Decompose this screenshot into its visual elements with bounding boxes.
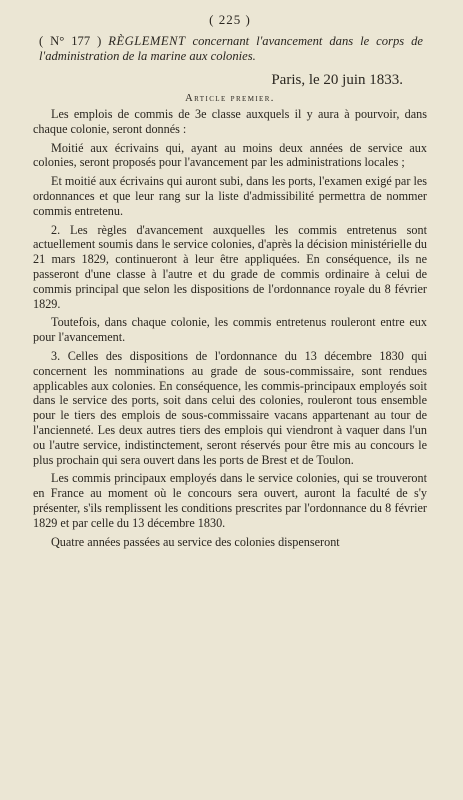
decree-title-caps: RÈGLEMENT <box>108 34 186 48</box>
article-title: Article premier. <box>185 93 275 104</box>
page-number: ( 225 ) <box>209 12 251 27</box>
paragraph: 2. Les règles d'avancement auxquelles les commis entretenus sont actuellement soumis dans le service colonies, d'après la décision ministérielle du 21 mars 1829, continueront à leur être appliquées. En conséquence, ils ne passeront d'une classe à l'autre et du grade de commis ordinaire à celui de commis principal que selon les dispositions de l'ordonnance royale du 8 février 1829. <box>33 222 427 311</box>
decree-number: ( N° 177 ) <box>39 34 102 48</box>
body-text <box>33 107 427 549</box>
paragraph: Moitié aux écrivains qui, ayant au moins deux années de service aux colonies, seront proposés pour l'avancement par les administrations locales ; <box>33 140 427 170</box>
date-line: Paris, le 20 juin 1833. <box>271 72 403 88</box>
paragraph: 3. Celles des dispositions de l'ordonnance du 13 décembre 1830 qui concernent les nomminations au grade de sous-commissaire, sont rendues applicables aux colonies. En conséquence, les commis-principaux employés soit dans le service des ports, soit dans celui des colonies, rouleront tous ensemble pour le tiers des emplois de sous-commissaire vacans appartenant au tour de l'ancienneté. Les deux autres tiers des emplois qui viendront à vaquer dans l'un ou l'autre service, indistinctement, seront réservés pour être mis au concours le plus prochain qui sera ouvert dans les ports de Brest et de Toulon. <box>33 348 427 467</box>
paragraph: Quatre années passées au service des colonies dispenseront <box>51 534 340 549</box>
paragraph: Toutefois, dans chaque colonie, les commis entretenus rouleront entre eux pour l'avancement. <box>33 315 427 345</box>
paragraph: Les emplois de commis de 3e classe auxquels il y aura à pourvoir, dans chaque colonie, seront donnés : <box>33 107 427 136</box>
decree-title-rest: concernant l'avancement dans le corps de l'administration de la marine aux colonies. <box>39 34 424 63</box>
paragraph: Les commis principaux employés dans le service colonies, qui se trouveront en France au moment où le concours sera ouvert, auront la faculté de s'y présenter, s'ils remplissent les conditions prescrites par l'ordonnance du 8 février 1829 et par celle du 13 décembre 1830. <box>33 471 427 530</box>
paragraph: Et moitié aux écrivains qui auront subi, dans les ports, l'examen exigé par les ordonnances et que leur rang sur la liste d'admissibilité permettra de nommer commis entretenu. <box>33 174 427 218</box>
decree-heading <box>33 34 427 64</box>
